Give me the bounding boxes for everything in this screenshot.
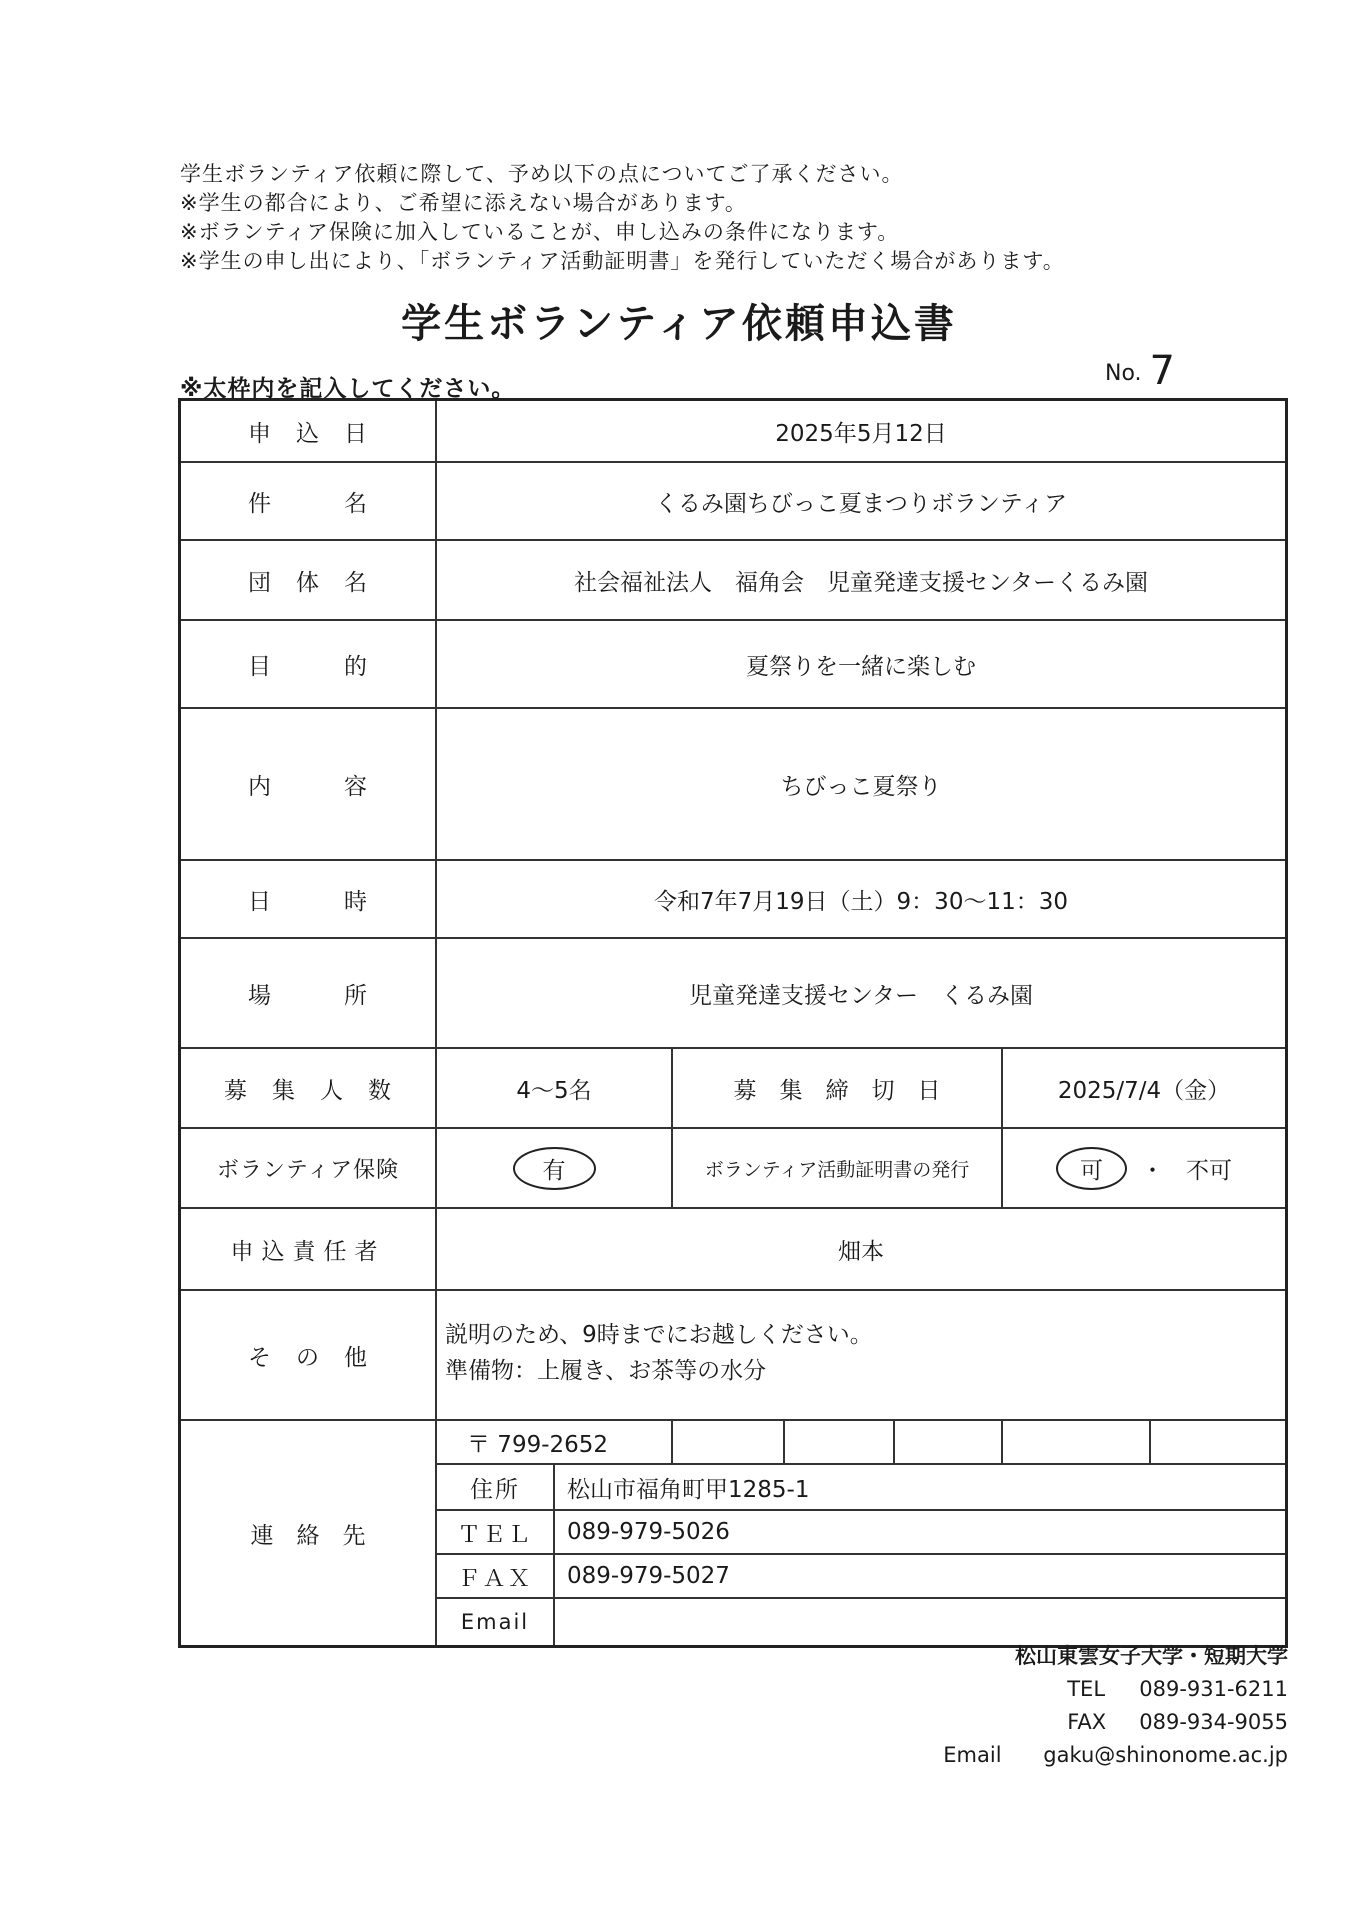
purpose-value[interactable]: 夏祭りを一緒に楽しむ [746, 653, 976, 680]
notes [180, 160, 1065, 276]
deadline-value[interactable]: 2025/7/4（金） [1001, 1049, 1285, 1127]
row-contact [181, 1421, 1285, 1645]
other-line-2: 準備物：上履き、お茶等の水分 [445, 1358, 767, 1384]
certificate-no-option[interactable]: 不可 [1186, 1157, 1232, 1184]
contact-tel-row [437, 1511, 1285, 1555]
postal-divider [893, 1421, 895, 1463]
postal-divider [783, 1421, 785, 1463]
subject-value[interactable]: くるみ園ちびっこ夏まつりボランティア [654, 490, 1068, 517]
contact-address-row [437, 1465, 1285, 1511]
insurance-value[interactable]: 有 [513, 1147, 596, 1190]
datetime-value[interactable]: 令和7年7月19日（土）9：30〜11：30 [654, 888, 1068, 915]
responsible-label: 申込責任者 [181, 1209, 437, 1289]
organization-value[interactable]: 社会福祉法人 福角会 児童発達支援センターくるみ園 [573, 569, 1149, 596]
contact-postal-row [437, 1421, 1285, 1465]
deadline-label: 募 集 締 切 日 [671, 1049, 1001, 1127]
footer-fax-value: 089-934-9055 [1139, 1710, 1288, 1734]
datetime-label: 日 時 [181, 861, 437, 937]
note-3: ※学生の申し出により、「ボランティア活動証明書」を発行していただく場合があります。 [180, 249, 1065, 273]
postal-divider [1001, 1421, 1003, 1463]
row-organization [181, 541, 1285, 621]
fax-value[interactable]: 089-979-5027 [567, 1563, 730, 1589]
email-label: Email [437, 1599, 555, 1645]
address-value[interactable]: 松山市福角町甲1285-1 [567, 1476, 810, 1503]
content-value[interactable]: ちびっこ夏祭り [780, 773, 942, 800]
form-number [1105, 348, 1175, 394]
subject-label: 件 名 [181, 463, 437, 539]
other-label: そ の 他 [181, 1291, 437, 1419]
certificate-separator: ・ [1141, 1157, 1164, 1184]
row-recruitment [181, 1049, 1285, 1129]
footer-tel [943, 1673, 1288, 1706]
row-insurance [181, 1129, 1285, 1209]
row-datetime [181, 861, 1285, 939]
row-application-date [181, 401, 1285, 463]
row-subject [181, 463, 1285, 541]
postal-divider [1149, 1421, 1151, 1463]
note-1: ※学生の都合により、ご希望に添えない場合があります。 [180, 191, 747, 215]
contact-fax-row [437, 1555, 1285, 1599]
fax-label: ＦＡＸ [437, 1555, 555, 1597]
footer-email-value[interactable]: gaku@shinonome.ac.jp [1043, 1743, 1288, 1767]
purpose-label: 目 的 [181, 621, 437, 707]
footer-contact [943, 1640, 1288, 1772]
recruit-count-label: 募 集 人 数 [181, 1049, 437, 1127]
footer-fax [943, 1706, 1288, 1739]
responsible-value[interactable]: 畑本 [838, 1238, 884, 1265]
certificate-label: ボランティア活動証明書の発行 [671, 1129, 1001, 1207]
insurance-label: ボランティア保険 [181, 1129, 437, 1207]
institution-name: 松山東雲女子大学・短期大学 [1015, 1644, 1288, 1668]
note-2: ※ボランティア保険に加入していることが、申し込みの条件になります。 [180, 220, 900, 244]
postal-divider [671, 1421, 673, 1463]
row-place [181, 939, 1285, 1049]
certificate-yes-option[interactable]: 可 [1056, 1147, 1127, 1190]
other-text[interactable] [445, 1317, 873, 1389]
footer-tel-value: 089-931-6211 [1139, 1677, 1288, 1701]
other-line-1: 説明のため、9時までにお越しください。 [445, 1322, 873, 1348]
application-form [178, 398, 1288, 1648]
organization-label: 団 体 名 [181, 541, 437, 619]
footer-fax-label: FAX [1067, 1710, 1107, 1734]
form-number-label: No. [1105, 361, 1142, 386]
contact-email-row [437, 1599, 1285, 1645]
certificate-options [1001, 1129, 1285, 1207]
footer-email-label: Email [943, 1743, 1002, 1767]
row-responsible [181, 1209, 1285, 1291]
place-value[interactable]: 児童発達支援センター くるみ園 [688, 982, 1034, 1009]
row-other [181, 1291, 1285, 1421]
row-purpose [181, 621, 1285, 709]
place-label: 場 所 [181, 939, 437, 1047]
application-date-label: 申 込 日 [181, 401, 437, 461]
form-number-value: 7 [1149, 348, 1175, 394]
row-content [181, 709, 1285, 861]
recruit-count-value[interactable]: 4〜5名 [516, 1077, 592, 1104]
contact-label: 連 絡 先 [181, 1421, 437, 1645]
footer-email [943, 1739, 1288, 1772]
form-title: 学生ボランティア依頼申込書 [401, 301, 957, 347]
tel-label: ＴＥＬ [437, 1511, 555, 1553]
application-date-value[interactable]: 2025年5月12日 [775, 420, 947, 447]
content-label: 内 容 [181, 709, 437, 859]
address-label: 住所 [437, 1465, 555, 1509]
postal-code[interactable]: 〒 799-2652 [467, 1431, 609, 1458]
note-intro: 学生ボランティア依頼に際して、予め以下の点についてご了承ください。 [180, 162, 904, 186]
instruction: ※太枠内を記入してください。 [180, 376, 516, 402]
tel-value[interactable]: 089-979-5026 [567, 1519, 730, 1545]
footer-tel-label: TEL [1067, 1677, 1106, 1701]
